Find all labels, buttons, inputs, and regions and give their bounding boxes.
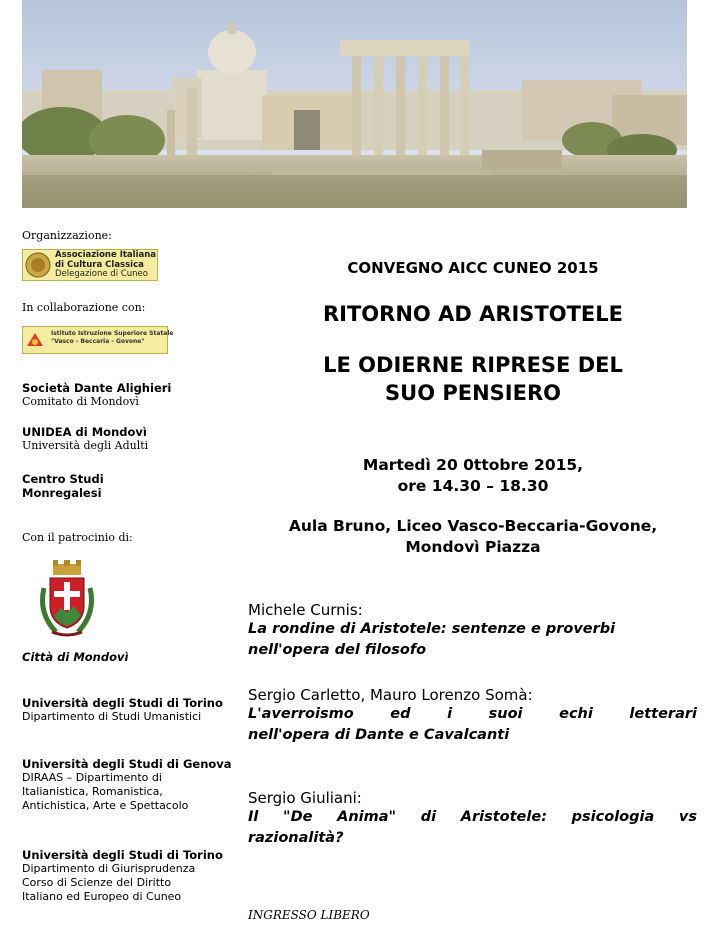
dante-block [22,381,171,409]
subtitle-line2: SUO PENSIERO [385,381,561,405]
organizzazione-label: Organizzazione: [22,229,112,242]
venue-line1: Aula Bruno, Liceo Vasco-Beccaria-Govone, [288,517,658,535]
talk-title-line2: nell'opera del filosofo [248,642,427,658]
citta-di-mondovi-label: Città di Mondovì [22,650,129,664]
talk-title-line1: Il "De Anima" di Aristotele: psicologia vs [248,809,697,825]
mondovi-coat-of-arms-icon [36,558,98,640]
centro-line2: Monregalesi [22,486,102,500]
date-line1: Martedì 20 0ttobre 2015, [362,456,584,474]
unige-block [22,757,232,813]
date-line2: ore 14.30 – 18.30 [397,477,549,495]
talk-speaker: Sergio Giuliani: [248,789,362,807]
unige-sub1: DIRAAS – Dipartimento di [22,771,162,784]
dante-name: Società Dante Alighieri [22,381,172,395]
unito-humanities-block [22,696,223,724]
subtitle-block [248,351,698,407]
aicc-logo-line3: Delegazione di Cuneo [55,269,148,279]
iis-logo-line1: Istituto Istruzione Superiore Statale [51,330,174,337]
talk-speaker: Sergio Carletto, Mauro Lorenzo Somà: [248,686,533,704]
iis-emblem-icon [25,330,45,350]
iis-logo [22,326,174,354]
aicc-emblem-icon [25,252,51,278]
talk-speaker: Michele Curnis: [248,601,363,619]
unito1-name: Università degli Studi di Torino [22,696,223,710]
talk-2 [248,686,697,746]
talk-title-line2: razionalità? [248,830,344,846]
venue-block [248,516,698,558]
convegno-title: CONVEGNO AICC CUNEO 2015 [347,259,599,277]
talk-3 [248,789,697,849]
unidea-sub: Università degli Adulti [22,439,149,452]
dante-sub: Comitato di Mondovì [22,395,139,408]
unige-sub2: Italianistica, Romanistica, [22,785,163,798]
ingresso-libero: INGRESSO LIBERO [248,908,370,922]
unito2-sub3: Italiano ed Europeo di Cuneo [22,890,182,903]
unito1-sub: Dipartimento di Studi Umanistici [22,710,202,723]
centro-line1: Centro Studi [22,472,104,486]
venue-line2: Mondovì Piazza [405,538,541,556]
subtitle-line1: LE ODIERNE RIPRESE DEL [323,353,623,377]
main-title: RITORNO AD ARISTOTELE [323,302,623,326]
talk-title-line1: L'averroismo ed i suoi echi letterari [248,706,697,722]
aicc-logo-line1: Associazione Italiana [55,250,157,260]
aicc-logo-line2: di Cultura Classica [55,259,144,270]
aicc-logo [22,249,158,281]
unidea-name: UNIDEA di Mondovì [22,425,147,439]
unige-name: Università degli Studi di Genova [22,757,232,771]
unito2-sub2: Corso di Scienze del Diritto [22,876,172,889]
talk-title-line1: La rondine di Aristotele: sentenze e proverbi [248,621,616,637]
unige-sub3: Antichistica, Arte e Spettacolo [22,799,189,812]
iis-logo-line2: "Vasco - Beccaria - Govone" [51,338,145,345]
patrocinio-label: Con il patrocinio di: [22,531,133,544]
unito2-sub1: Dipartimento di Giurisprudenza [22,862,196,875]
header-photo [22,0,687,208]
unito-law-block [22,848,223,904]
talk-1 [248,601,697,661]
unidea-block [22,425,148,453]
unito2-name: Università degli Studi di Torino [22,848,223,862]
centro-studi-block [22,472,104,500]
date-block [248,455,698,497]
talk-title-line2: nell'opera di Dante e Cavalcanti [248,727,510,743]
collaborazione-label: In collaborazione con: [22,301,146,314]
